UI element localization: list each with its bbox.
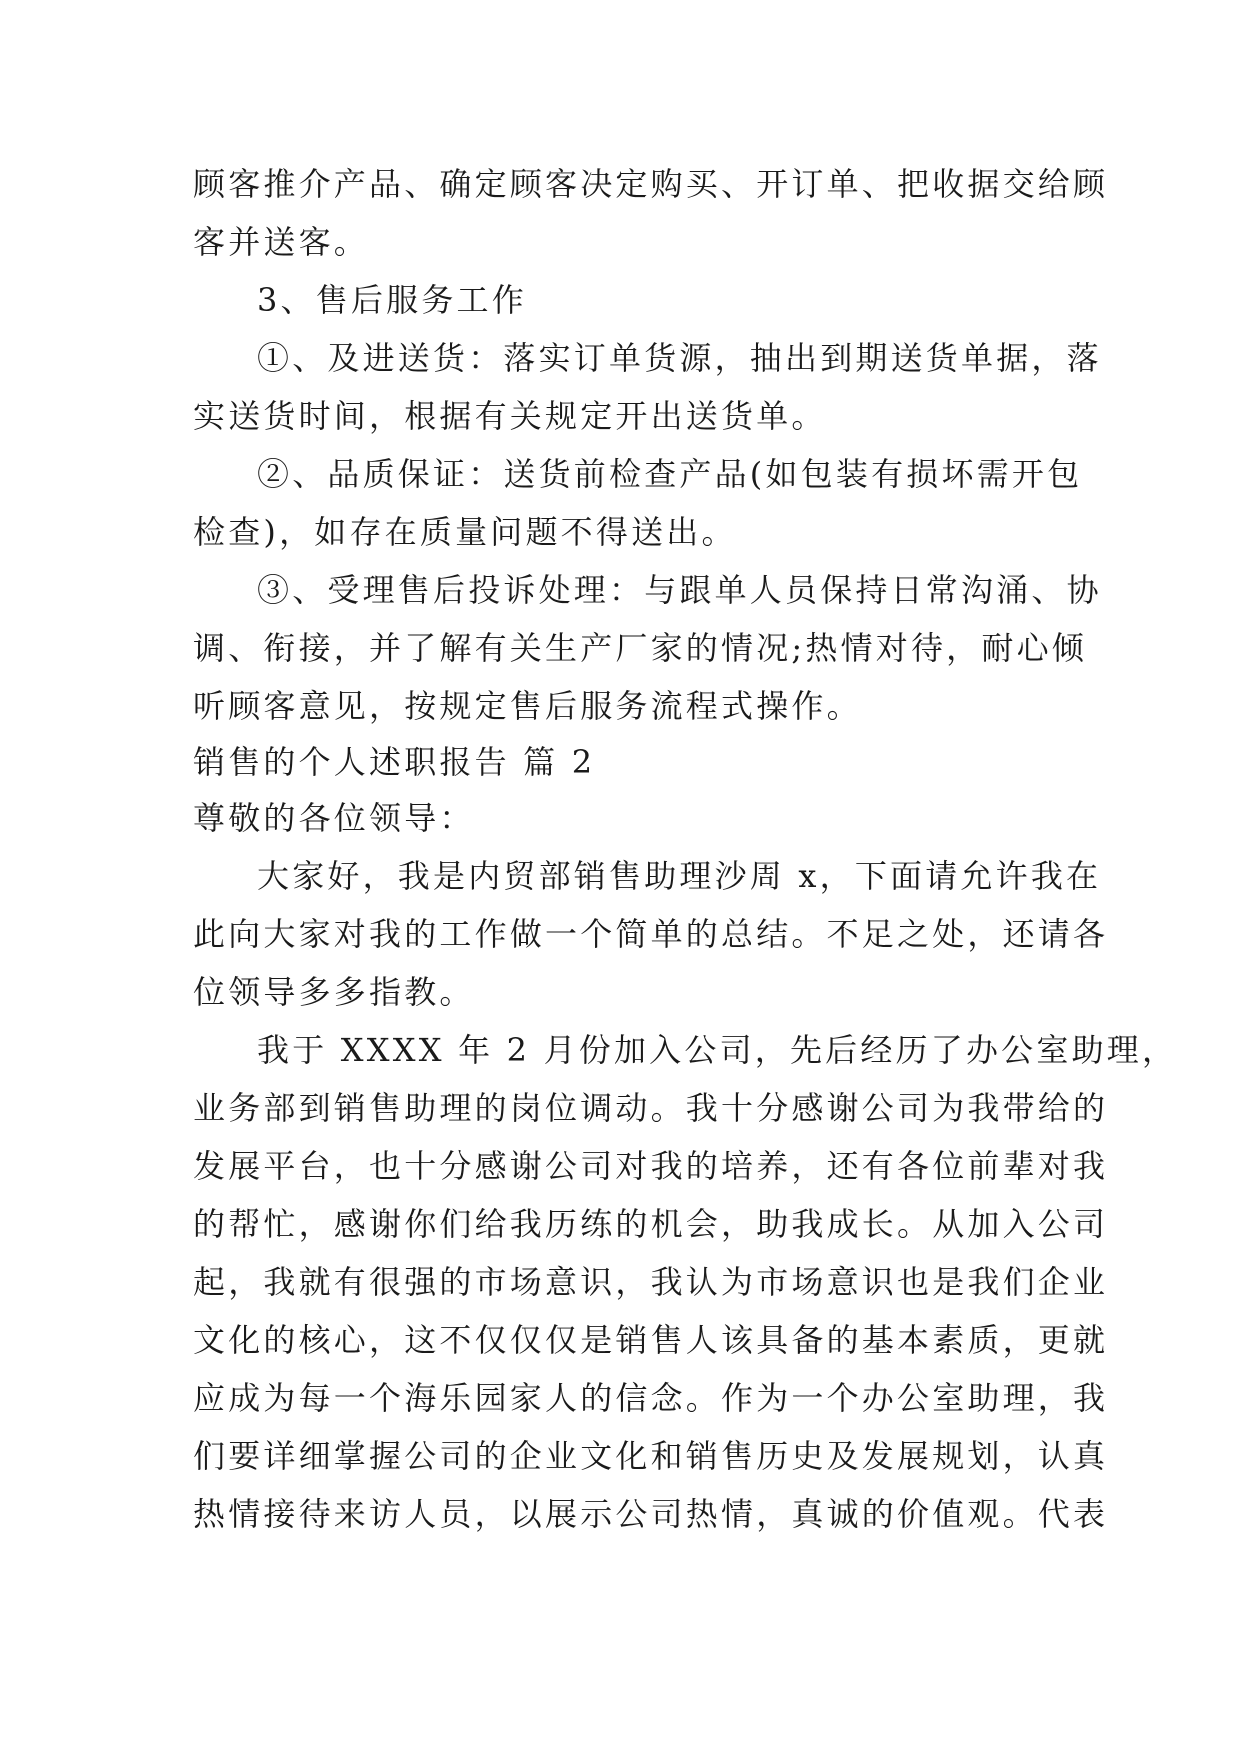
text-line: 文化的核心，这不仅仅仅是销售人该具备的基本素质，更就	[193, 1321, 1109, 1359]
report-title: 销售的个人述职报告 篇 2	[193, 743, 596, 781]
section-heading: 3、售后服务工作	[257, 281, 527, 319]
text-line: 业务部到销售助理的岗位调动。我十分感谢公司为我带给的	[193, 1089, 1109, 1127]
text-line: ③、受理售后投诉处理：与跟单人员保持日常沟涌、协	[257, 571, 1102, 609]
text-line: 发展平台，也十分感谢公司对我的培养，还有各位前辈对我	[193, 1147, 1109, 1185]
text-line: 位领导多多指教。	[193, 973, 475, 1011]
text-line: 实送货时间，根据有关规定开出送货单。	[193, 397, 827, 435]
text-line: 检查)，如存在质量问题不得送出。	[193, 513, 737, 551]
text-line: 们要详细掌握公司的企业文化和销售历史及发展规划，认真	[193, 1437, 1109, 1475]
salutation: 尊敬的各位领导：	[193, 799, 475, 837]
text-line: ①、及进送货：落实订单货源，抽出到期送货单据，落	[257, 339, 1102, 377]
text-line: 热情接待来访人员，以展示公司热情，真诚的价值观。代表	[193, 1495, 1109, 1533]
text-line: 大家好，我是内贸部销售助理沙周 x，下面请允许我在	[257, 857, 1102, 895]
text-line: 调、衔接，并了解有关生产厂家的情况;热情对待，耐心倾	[193, 629, 1087, 667]
text-line: 客并送客。	[193, 223, 370, 261]
text-line: 起，我就有很强的市场意识，我认为市场意识也是我们企业	[193, 1263, 1109, 1301]
text-line: 此向大家对我的工作做一个简单的总结。不足之处，还请各	[193, 915, 1109, 953]
text-line: 听顾客意见，按规定售后服务流程式操作。	[193, 687, 862, 725]
text-line: 的帮忙，感谢你们给我历练的机会，助我成长。从加入公司	[193, 1205, 1109, 1243]
text-line: ②、品质保证：送货前检查产品(如包装有损坏需开包	[257, 455, 1083, 493]
text-line: 应成为每一个海乐园家人的信念。作为一个办公室助理，我	[193, 1379, 1109, 1417]
text-line: 顾客推介产品、确定顾客决定购买、开订单、把收据交给顾	[193, 165, 1109, 203]
text-line: 我于 XXXX 年 2 月份加入公司，先后经历了办公室助理，	[257, 1031, 1178, 1069]
